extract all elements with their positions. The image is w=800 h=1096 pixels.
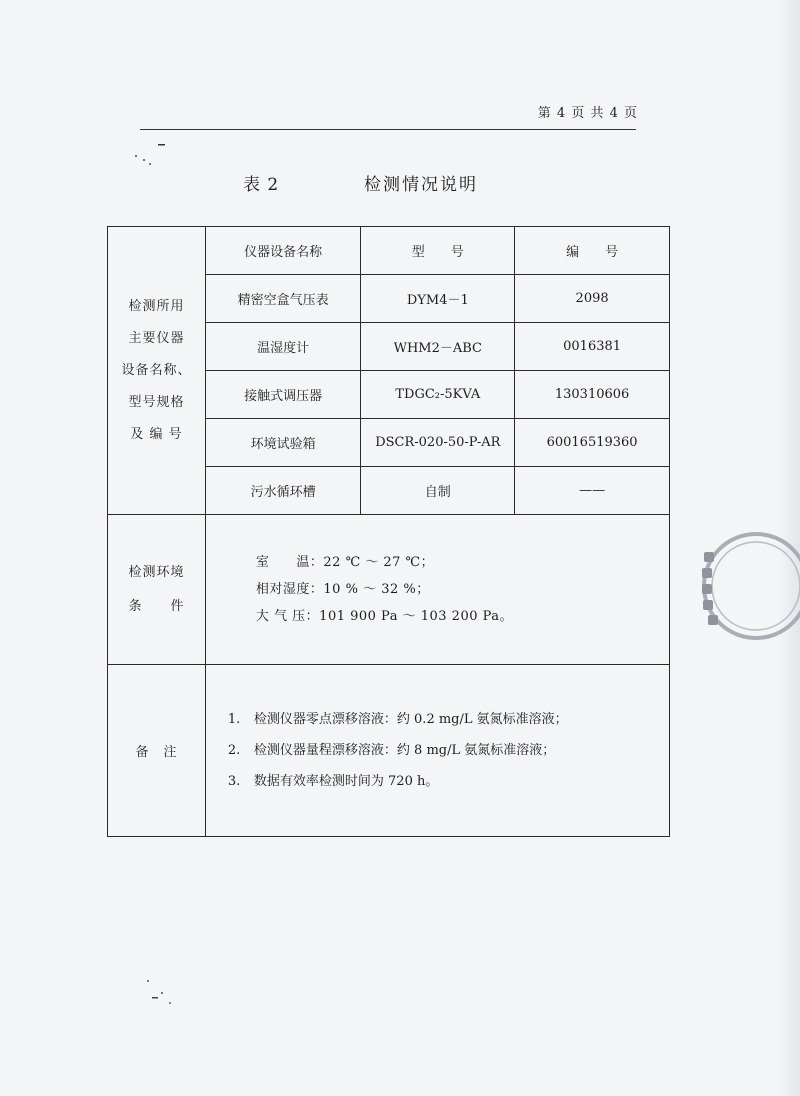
page-number: 第 4 页 共 4 页 — [537, 106, 638, 121]
remark-item: 1. 检测仪器零点漂移溶液：约 0.2 mg/L 氨氮标准溶液； — [227, 712, 568, 727]
equipment-model-cell: DYM4－1 — [361, 275, 515, 323]
remark-item: 3. 数据有效率检测时间为 720 h。 — [227, 774, 439, 789]
remarks-section-label: 备 注 — [108, 665, 206, 837]
scan-specks — [130, 140, 170, 170]
conditions-content — [205, 515, 669, 665]
equipment-serial-cell: —— — [515, 467, 670, 515]
condition-item: 大 气 压：101 900 Pa ～ 103 200 Pa。 — [255, 609, 514, 624]
equipment-model-cell: TDGC₂-5KVA — [361, 371, 515, 419]
equipment-model-cell: DSCR-020-50-P-AR — [361, 419, 515, 467]
table-title: 检测情况说明 — [364, 175, 478, 195]
equipment-name-cell: 精密空盒气压表 — [205, 275, 361, 323]
equipment-model-cell: WHM2－ABC — [361, 323, 515, 371]
inspection-table — [107, 226, 670, 837]
equipment-name-cell: 温湿度计 — [205, 323, 361, 371]
scan-specks-bottom — [140, 975, 200, 1025]
remarks-content — [205, 665, 669, 837]
column-header-name: 仪器设备名称 — [205, 227, 361, 275]
equipment-serial-cell: 60016519360 — [515, 419, 670, 467]
equipment-serial-cell: 2098 — [515, 275, 670, 323]
equipment-serial-cell: 0016381 — [515, 323, 670, 371]
equipment-model-cell: 自制 — [361, 467, 515, 515]
remarks-row — [108, 665, 670, 837]
column-header-model: 型 号 — [361, 227, 515, 275]
table-number: 表 2 — [243, 175, 280, 195]
equipment-name-cell: 接触式调压器 — [205, 371, 361, 419]
column-header-serial: 编 号 — [515, 227, 670, 275]
conditions-row — [108, 515, 670, 665]
header-rule — [140, 129, 636, 130]
equipment-name-cell: 环境试验箱 — [205, 419, 361, 467]
condition-item: 室 温：22 ℃ ～ 27 ℃； — [255, 555, 435, 570]
remark-item: 2. 检测仪器量程漂移溶液：约 8 mg/L 氨氮标准溶液； — [227, 743, 556, 758]
conditions-section-label: 检测环境 条 件 — [108, 515, 206, 665]
equipment-section-label: 检测所用 主要仪器 设备名称、 型号规格 及 编 号 — [108, 227, 206, 515]
equipment-header-row — [108, 227, 670, 275]
equipment-name-cell: 污水循环槽 — [205, 467, 361, 515]
condition-item: 相对湿度：10 % ～ 32 %； — [255, 582, 430, 597]
equipment-serial-cell: 130310606 — [515, 371, 670, 419]
seal-stamp — [694, 528, 800, 648]
